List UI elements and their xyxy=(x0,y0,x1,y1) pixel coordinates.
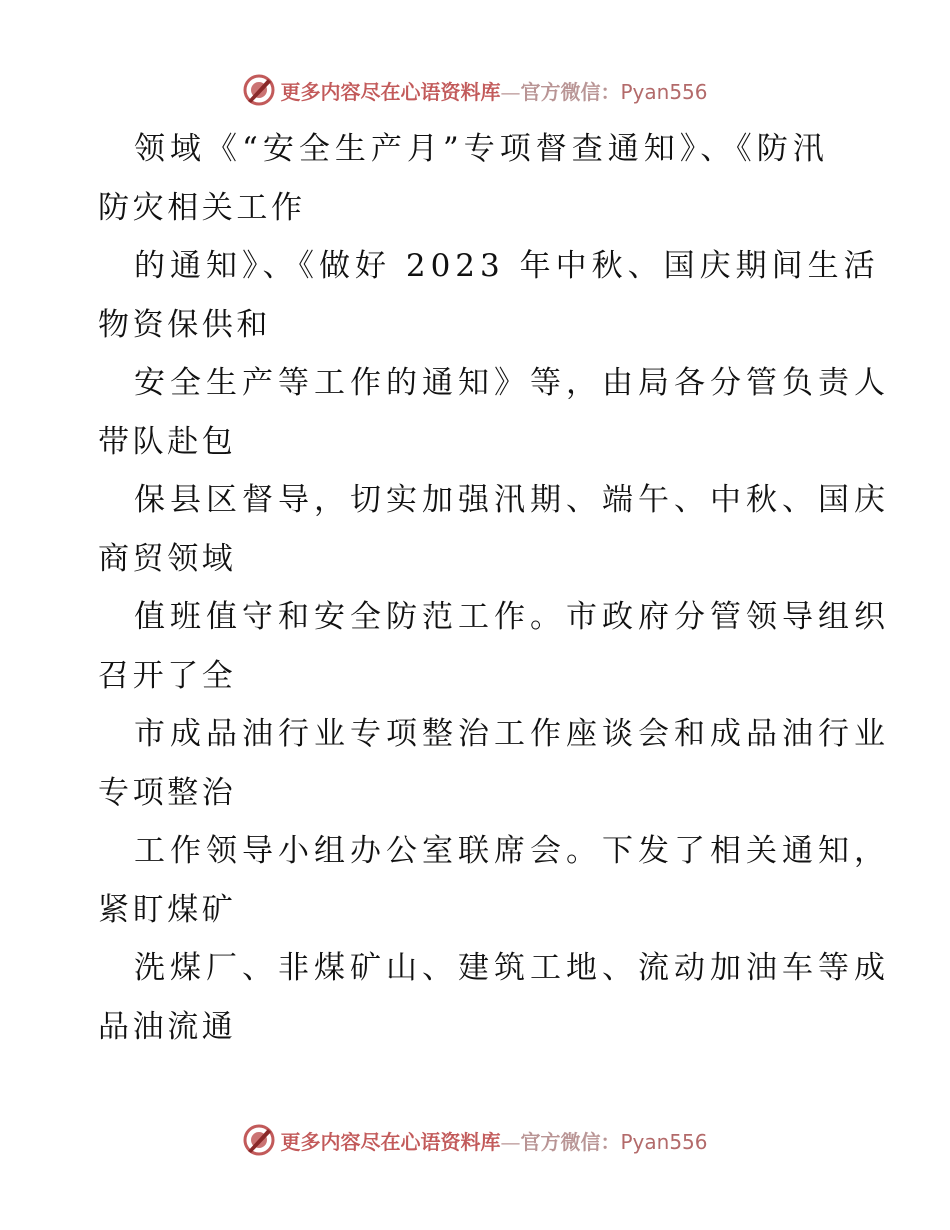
quill-seal-logo-icon xyxy=(242,73,276,107)
header-banner xyxy=(0,70,950,110)
text-line: 商贸领域 xyxy=(98,540,237,577)
text-line: 值班值守和安全防范工作。市政府分管领导组织 xyxy=(134,599,890,635)
text-line: 物资保供和 xyxy=(98,306,271,343)
text-line: 领域《“安全生产月”专项督查通知》、《防汛 xyxy=(134,131,829,167)
text-line: 召开了全 xyxy=(98,657,237,694)
text-line: 品油流通 xyxy=(98,1008,237,1045)
banner-label: 官方微信： xyxy=(520,79,621,104)
text-line: 保县区督导，切实加强汛期、端午、中秋、国庆 xyxy=(134,482,890,518)
text-line: 专项整治 xyxy=(98,774,237,811)
banner-label: 官方微信： xyxy=(520,1129,621,1154)
banner-main-text: 更多内容尽在心语资料库 xyxy=(280,1129,501,1154)
text-line: 市成品油行业专项整治工作座谈会和成品油行业 xyxy=(134,716,890,752)
footer-banner xyxy=(0,1120,950,1160)
banner-separator: — xyxy=(500,1129,521,1154)
banner-wechat-id: Pyan556 xyxy=(620,1129,708,1154)
quill-seal-logo-icon xyxy=(242,1123,276,1157)
banner-caption xyxy=(280,1126,707,1155)
text-line: 防灾相关工作 xyxy=(98,189,306,226)
text-line: 工作领导小组办公室联席会。下发了相关通知， xyxy=(134,833,890,869)
text-line: 带队赴包 xyxy=(98,423,237,460)
document-body xyxy=(98,120,890,1056)
text-line: 安全生产等工作的通知》等，由局各分管负责人 xyxy=(134,365,890,401)
banner-wechat-id: Pyan556 xyxy=(620,79,708,104)
banner-separator: — xyxy=(500,79,521,104)
text-line: 的通知》、《做好 2023 年中秋、国庆期间生活 xyxy=(134,248,880,284)
text-line: 紧盯煤矿 xyxy=(98,891,237,928)
text-line: 洗煤厂、非煤矿山、建筑工地、流动加油车等成 xyxy=(134,950,890,986)
banner-main-text: 更多内容尽在心语资料库 xyxy=(280,79,501,104)
banner-caption xyxy=(280,76,707,105)
